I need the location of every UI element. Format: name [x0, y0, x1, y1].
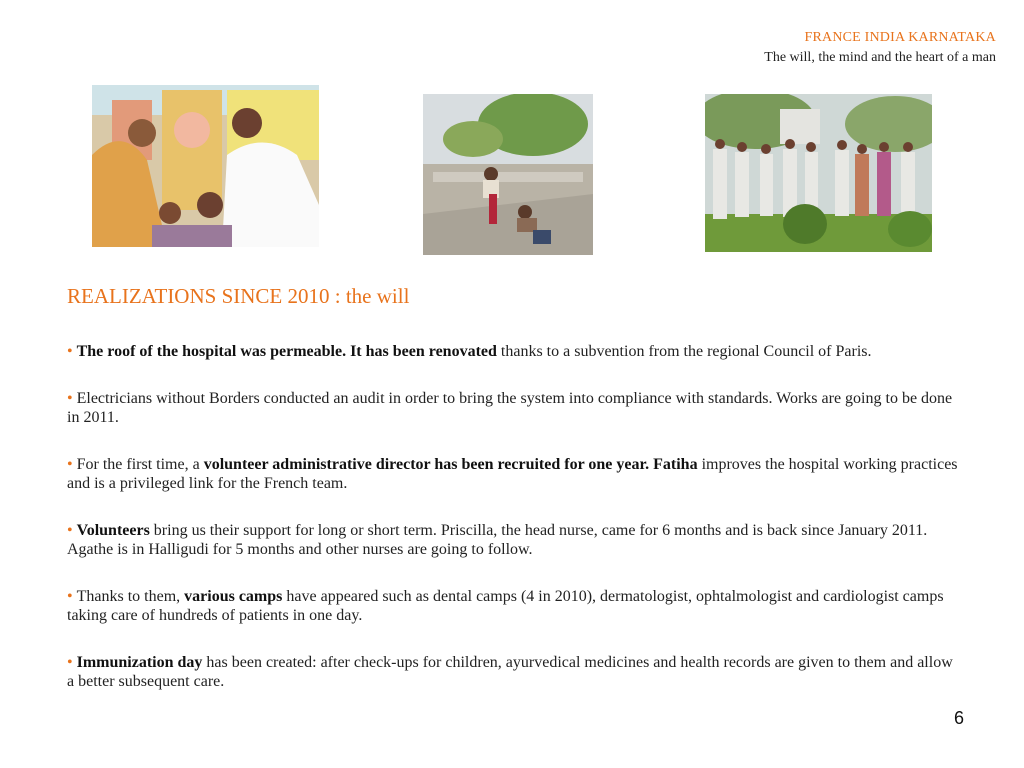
bullet-dot: • [67, 588, 73, 605]
page-number: 6 [953, 708, 964, 728]
section-title: REALIZATIONS SINCE 2010 : the will [67, 284, 410, 308]
bullet-immunization: • Immunization day has been created: after check-ups for children, ayurvedical medicines and health records are given to them and allow a better subsequent care. [67, 654, 953, 690]
tagline: The will, the mind and the heart of a man [764, 50, 996, 65]
bullet-roof: • The roof of the hospital was permeable. It has been renovated thanks to a subvention from the regional Council of Paris. [67, 343, 872, 360]
bullet-dot: • [67, 390, 73, 407]
bullet-dot: • [67, 456, 73, 473]
bullet-list [67, 342, 967, 719]
bullet-director: • For the first time, a volunteer administrative director has been recruited for one year. Fatiha improves the hospital working practices and is a privileged link for the French team. [67, 456, 958, 492]
bullet-dot: • [67, 343, 73, 360]
photo-group-garden [705, 94, 932, 252]
bullet-dot: • [67, 654, 73, 671]
header [764, 28, 996, 68]
photo-nurses-children [92, 85, 319, 247]
bullet-electricians: • Electricians without Borders conducted an audit in order to bring the system into compliance with standards. Works are going to be done in 2011. [67, 390, 953, 426]
bullet-camps: • Thanks to them, various camps have appeared such as dental camps (4 in 2010), dermatologist, ophtalmologist and cardiologist camps taking care of hundreds of patients in one day. [67, 588, 944, 624]
bullet-dot: • [67, 522, 73, 539]
photo-roof-workers [423, 94, 593, 255]
bullet-volunteers: • Volunteers bring us their support for long or short term. Priscilla, the head nurse, came for 6 months and is back since January 2011. Agathe is in Halligudi for 5 months and other nurses are going to follow. [67, 522, 928, 558]
organization-name: FRANCE INDIA KARNATAKA [804, 30, 996, 45]
